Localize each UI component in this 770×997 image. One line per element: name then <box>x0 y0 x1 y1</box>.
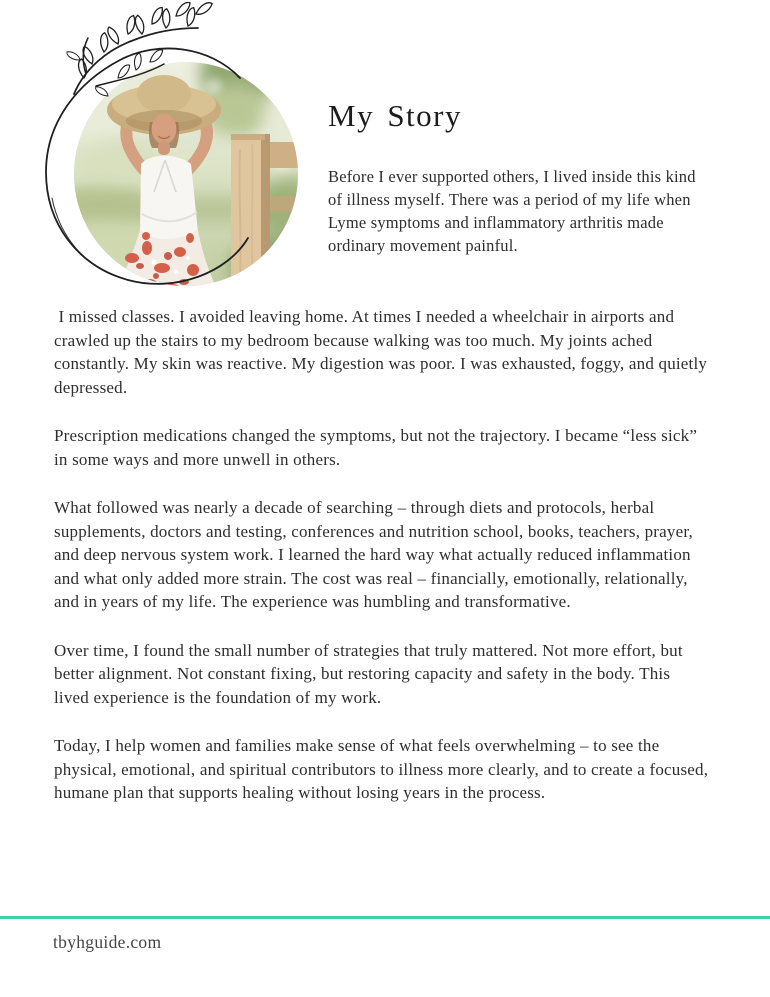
story-paragraph: Today, I help women and families make sense of what feels overwhelming – to see the physical, emotional, and spiritual contributors to illness more clearly, and to create a focused, humane plan that supports healing without losing years in the process. <box>54 736 713 802</box>
footer-accent-line <box>0 916 770 919</box>
intro-paragraph: Before I ever supported others, I lived inside this kind of illness myself. There was a period of my life when Lyme symptoms and inflammatory arthritis made ordinary movement painful. <box>328 167 701 256</box>
story-paragraph: What followed was nearly a decade of searching – through diets and protocols, herbal supplements, doctors and testing, conferences and nutrition school, books, teachers, prayer, and deep nervous system work. I learned the hard way what actually reduced inflammation and what only added more strain. The cost was real – financially, emotionally, relationally, and in years of my life. The experience was humbling and transformative. <box>54 498 698 611</box>
fence-post <box>231 134 308 294</box>
story-paragraph: I missed classes. I avoided leaving home. At times I needed a wheelchair in airports and crawled up the stairs to my bedroom because walking was too much. My joints ached constantly. My skin was reactive. My digestion was poor. I was exhausted, foggy, and quietly depressed. <box>54 307 712 397</box>
story-paragraph: Prescription medications changed the symptoms, but not the trajectory. I became “less sick” in some ways and more unwell in others. <box>54 426 702 469</box>
woman-in-straw-hat-photo <box>32 26 322 302</box>
website-link[interactable]: tbyhguide.com <box>53 932 162 952</box>
header-section <box>328 99 706 257</box>
profile-photo-svg <box>0 0 322 302</box>
page-title: My Story <box>328 98 462 133</box>
story-section <box>54 305 713 830</box>
profile-photo-composition <box>0 0 322 302</box>
story-paragraph: Over time, I found the small number of strategies that truly mattered. Not more effort, but better alignment. Not constant fixing, but restoring capacity and safety in the body. This lived experience is the foundation of my work. <box>54 640 688 707</box>
